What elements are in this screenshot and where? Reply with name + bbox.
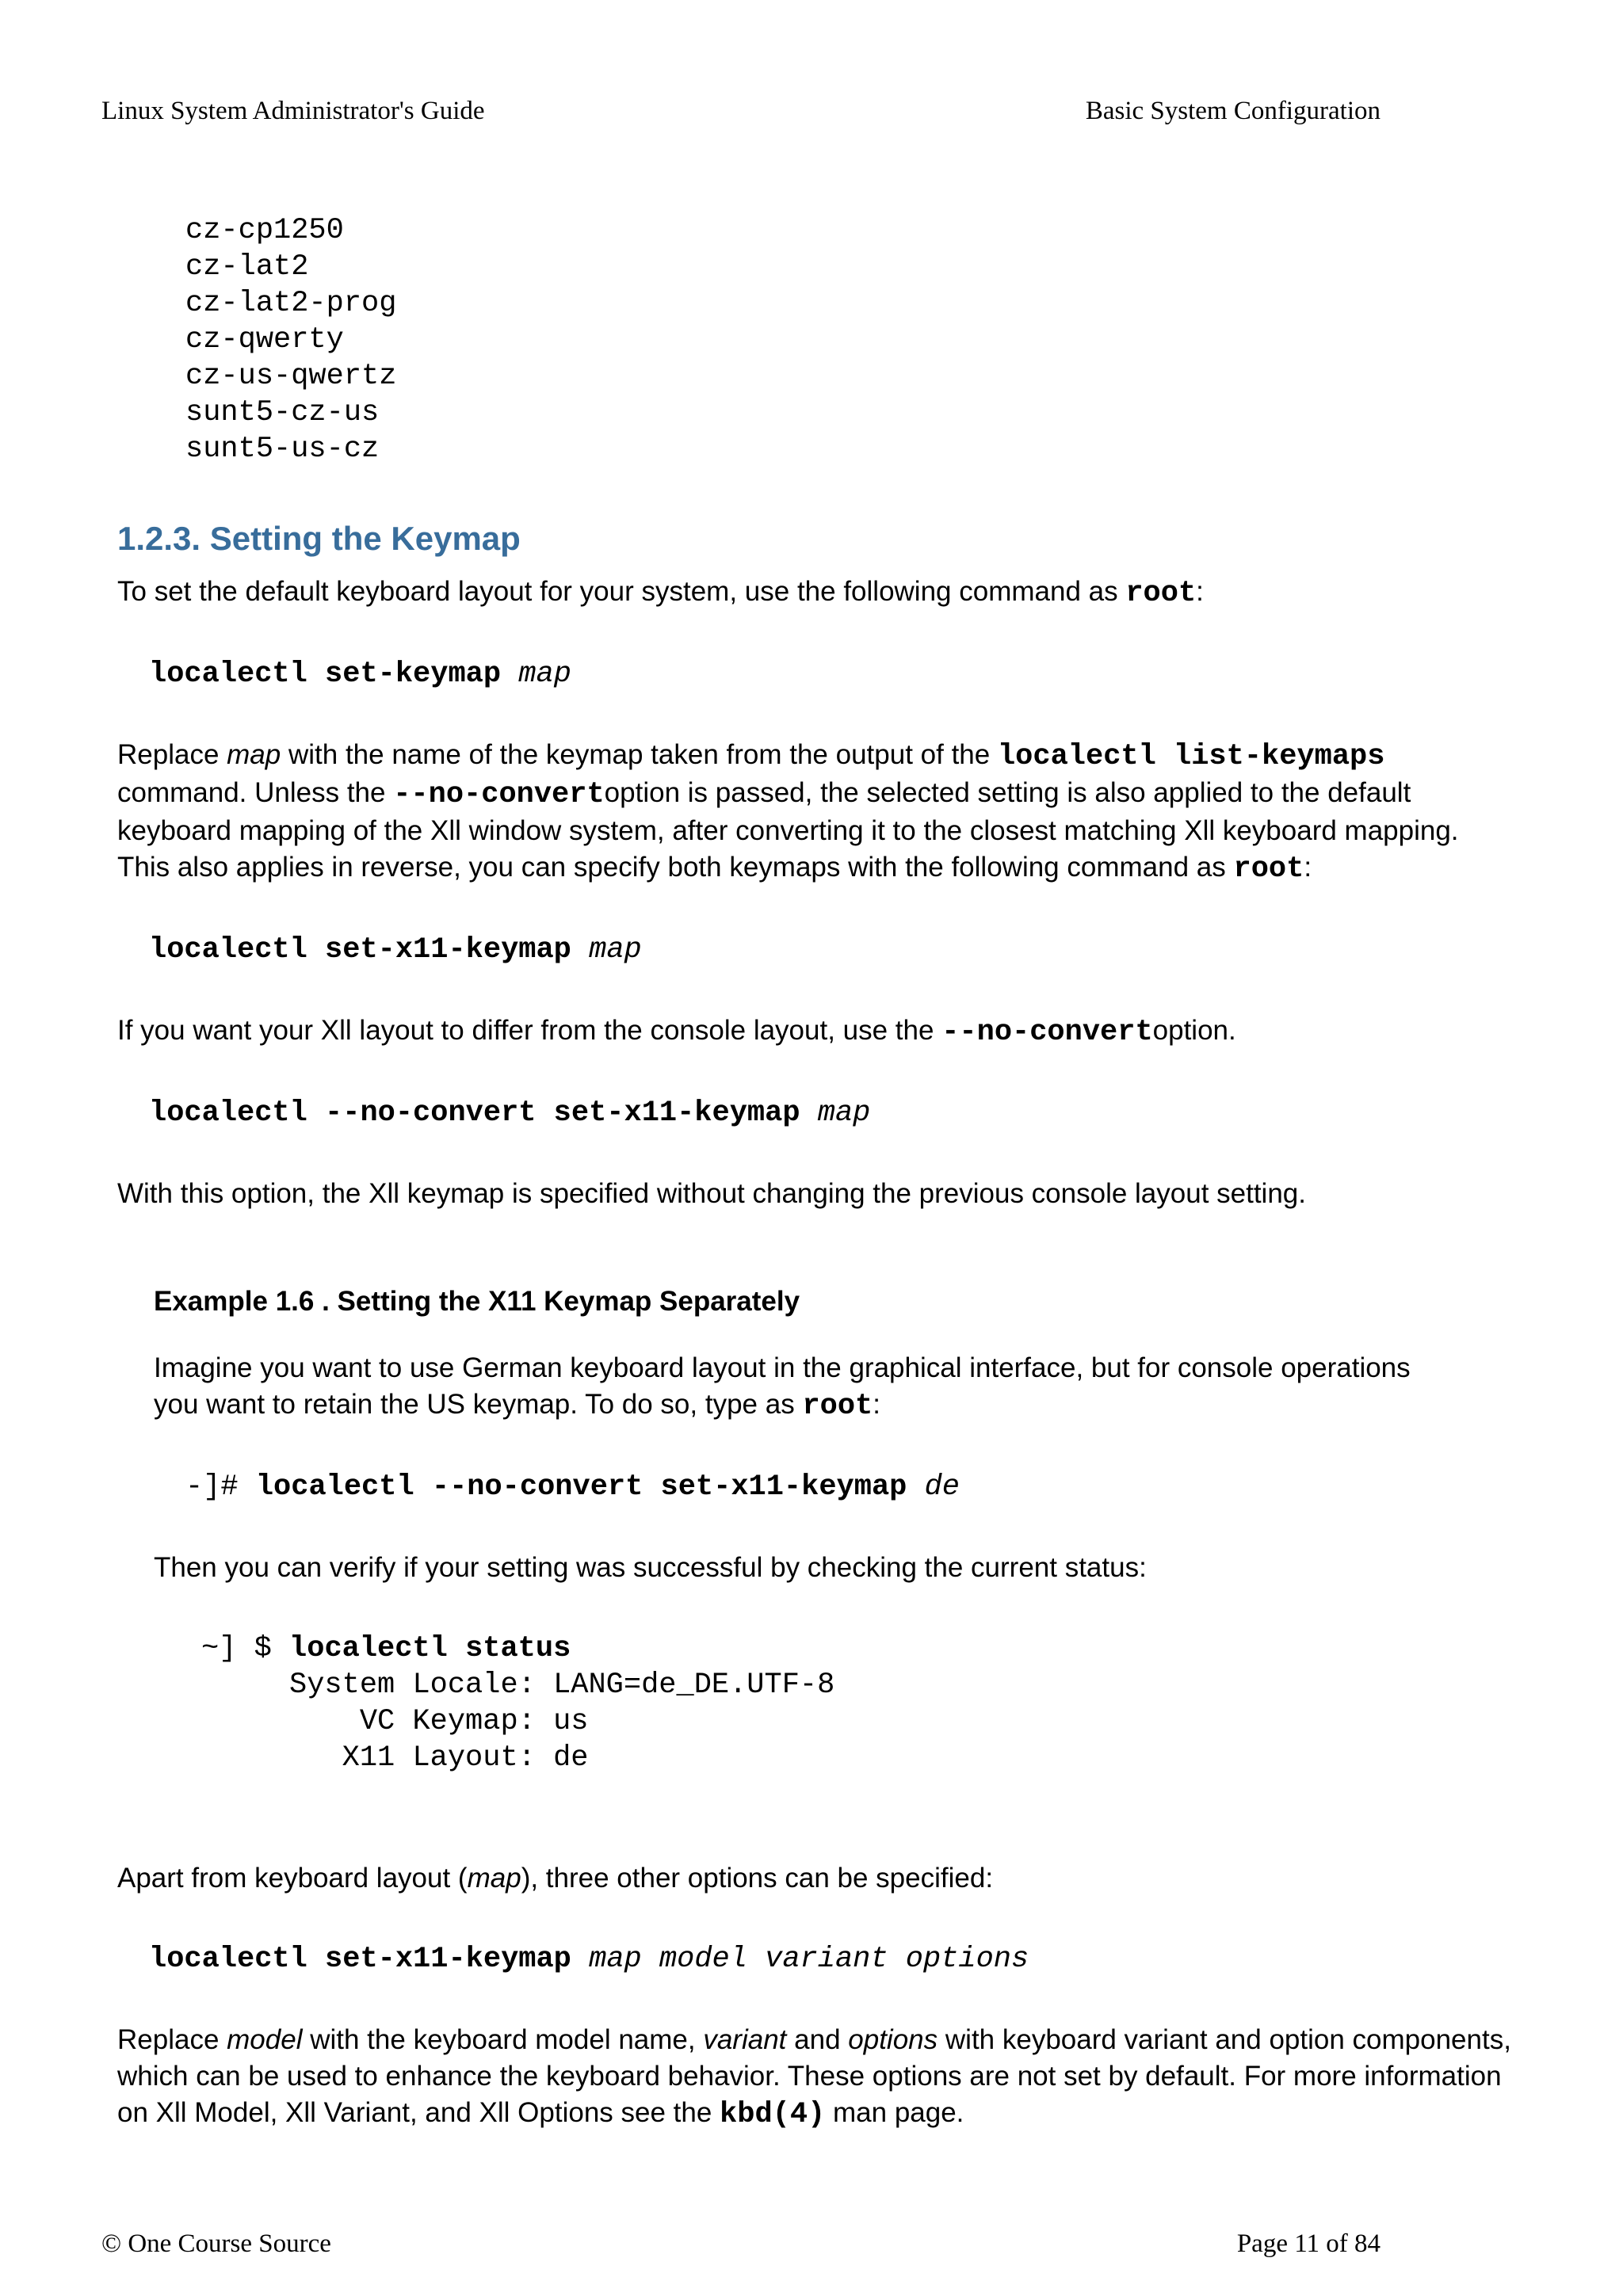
replace-map-paragraph: Replace map with the name of the keymap taken from the output of the localectl list-keymaps command. Unless the --no-convertoption is passed, the selected setting is also applied to the default keyboard mapping of the Xll window system, after converting it to the closest matching Xll keyboard mapping. This also applies in reverse, you can specify both keymaps with the following command as root:	[117, 739, 1459, 886]
example-command: -]# localectl --no-convert set-x11-keymap de	[185, 1470, 960, 1504]
keymap-list-item: cz-lat2	[185, 250, 309, 284]
page-number: Page 11 of 84	[1236, 2229, 1381, 2258]
status-line: X11 Layout: de	[201, 1741, 589, 1775]
footer-copyright: © One Course Source	[101, 2229, 331, 2258]
intro-paragraph: To set the default keyboard layout for your system, use the following command as root:	[117, 576, 1204, 610]
keymap-list	[185, 212, 1512, 467]
command-full-options: localectl set-x11-keymap map model variant options	[149, 1943, 1029, 1976]
no-convert-paragraph: If you want your Xll layout to differ from the console layout, use the --no-convertoption.	[117, 1015, 1236, 1049]
list-keymaps-command: localectl list-keymaps	[997, 740, 1385, 773]
header-chapter-title: Basic System Configuration	[1085, 97, 1381, 125]
option-effect-paragraph: With this option, the Xll keymap is specified without changing the previous console layout setting.	[117, 1178, 1306, 1209]
options-paragraph: Apart from keyboard layout (map), three other options can be specified:	[117, 1863, 994, 1894]
keymap-list-item: cz-cp1250	[185, 214, 344, 247]
keymap-list-item: sunt5-cz-us	[185, 396, 380, 429]
example-title: Example 1.6 . Setting the X11 Keymap Separately	[154, 1286, 800, 1317]
command-set-keymap: localectl set-keymap map	[149, 658, 571, 691]
example-verify-text: Then you can verify if your setting was successful by checking the current status:	[154, 1552, 1147, 1583]
shell-prompt: ~] $	[201, 1632, 290, 1665]
no-convert-option: --no-convert	[941, 1016, 1153, 1049]
keymap-list-item: cz-us-qwertz	[185, 360, 397, 393]
page-content	[117, 212, 1512, 2133]
keymap-list-item: cz-qwerty	[185, 323, 344, 357]
command-no-convert: localectl --no-convert set-x11-keymap map	[149, 1097, 871, 1130]
no-convert-option: --no-convert	[393, 778, 605, 811]
page-footer	[101, 2229, 1381, 2259]
example-intro: Imagine you want to use German keyboard layout in the graphical interface, but for console operations you want to retain the US keymap. To do so, type as root:	[154, 1352, 1411, 1423]
example-box	[154, 1283, 1438, 1776]
section-heading: 1.2.3. Setting the Keymap	[117, 520, 521, 557]
keymap-list-item: sunt5-us-cz	[185, 433, 380, 466]
root-user: root	[1233, 852, 1304, 886]
header-guide-title: Linux System Administrator's Guide	[101, 97, 485, 125]
status-command: localectl status	[289, 1632, 571, 1665]
page-header	[101, 97, 1381, 126]
replace-model-paragraph: Replace model with the keyboard model name, variant and options with keyboard variant and option components, which can be used to enhance the keyboard behavior. These options are not set by default. For more information on Xll Model, Xll Variant, and Xll Options see the kbd(4) man page.	[117, 2024, 1511, 2131]
keymap-list-item: cz-lat2-prog	[185, 287, 397, 320]
status-line: VC Keymap: us	[201, 1705, 589, 1738]
status-line: System Locale: LANG=de_DE.UTF-8	[201, 1669, 835, 1702]
status-output	[201, 1630, 1438, 1776]
kbd-man-reference: kbd(4)	[720, 2098, 826, 2131]
shell-prompt: -]#	[185, 1470, 256, 1504]
root-user: root	[802, 1390, 873, 1423]
command-set-x11-keymap: localectl set-x11-keymap map	[149, 933, 642, 967]
root-user: root	[1125, 577, 1197, 610]
